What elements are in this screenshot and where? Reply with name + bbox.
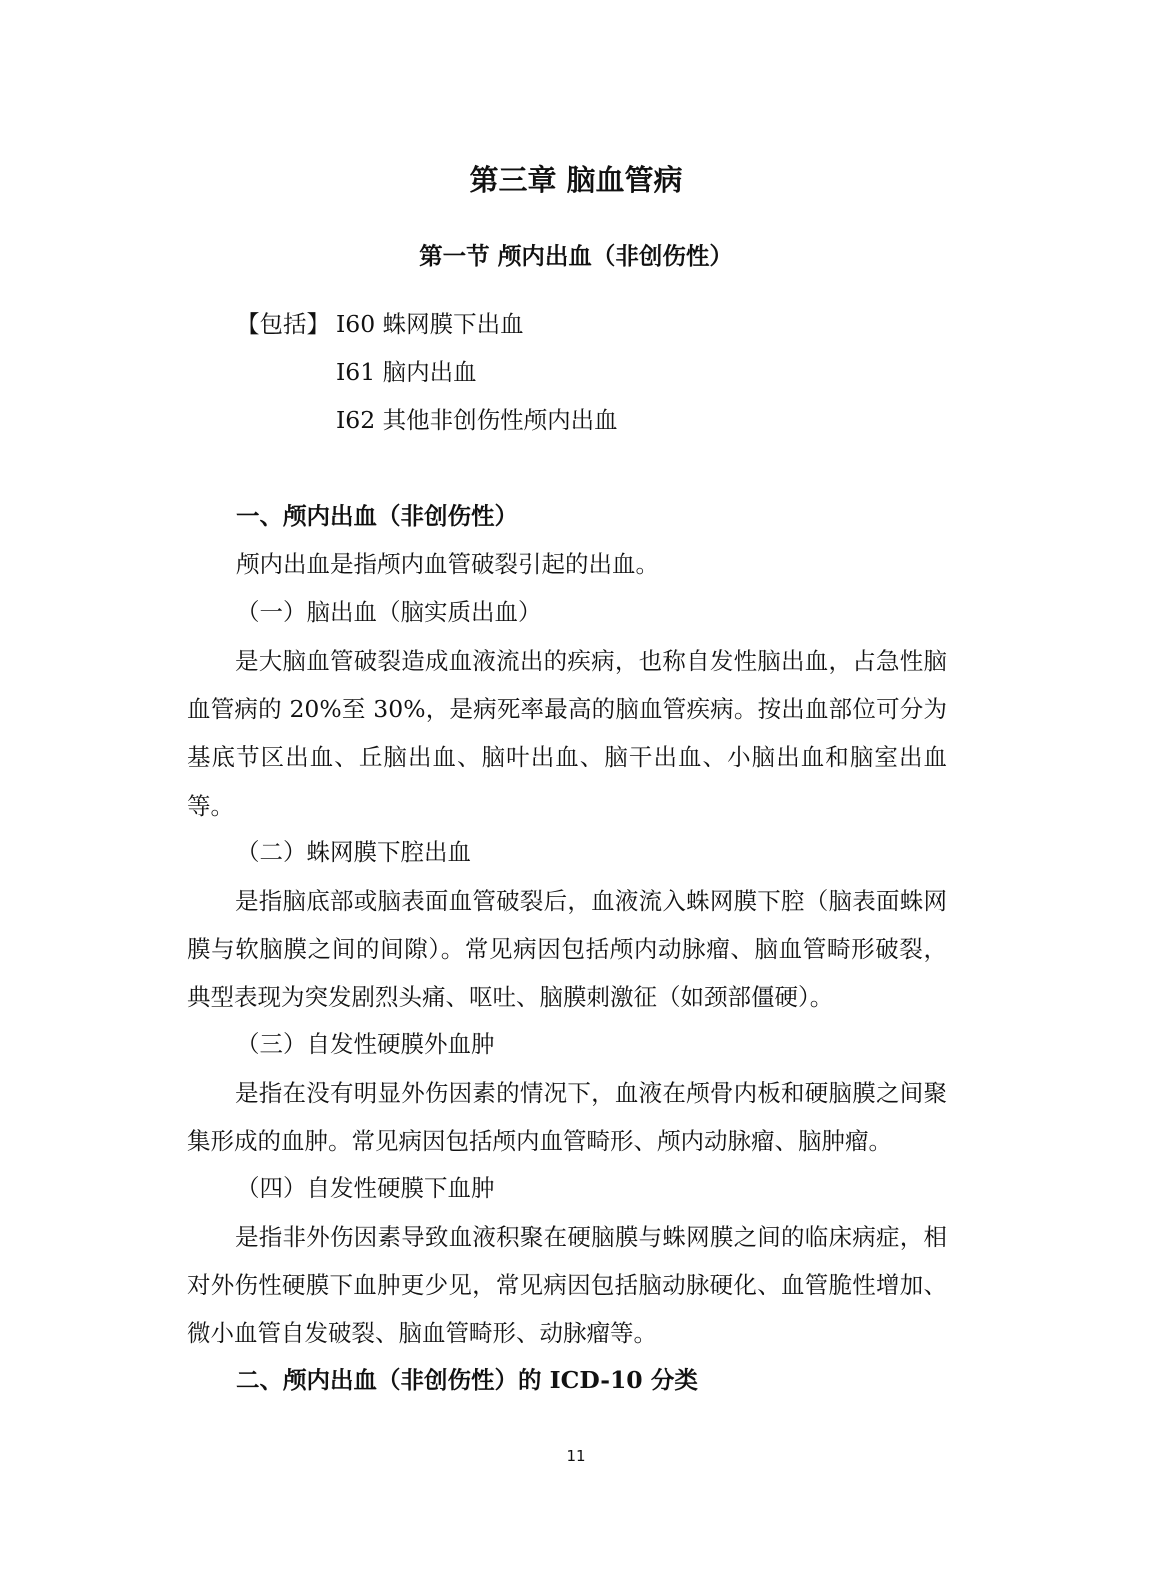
part1-heading: 一、颅内出血（非创伤性）	[236, 502, 518, 530]
sub4-paragraph: 是指非外伤因素导致血液积聚在硬脑膜与蛛网膜之间的临床病症，相对外伤性硬膜下血肿更少见，常见病因包括脑动脉硬化、血管脆性增加、微小血管自发破裂、脑血管畸形、动脉瘤等。	[187, 1223, 947, 1348]
part1-intro: 颅内出血是指颅内血管破裂引起的出血。	[236, 550, 659, 578]
sub3-title: （三）自发性硬膜外血肿	[236, 1030, 495, 1058]
includes-label: 【包括】	[236, 310, 330, 338]
part2-heading: 二、颅内出血（非创伤性）的 ICD-10 分类	[236, 1366, 698, 1394]
sub2-paragraph: 是指脑底部或脑表面血管破裂后，血液流入蛛网膜下腔（脑表面蛛网膜与软脑膜之间的间隙）。常见病因包括颅内动脉瘤、脑血管畸形破裂，典型表现为突发剧烈头痛、呕吐、脑膜刺激征（如颈部僵硬）。	[187, 887, 947, 1012]
section-title: 第一节 颅内出血（非创伤性）	[419, 242, 733, 270]
page-number: 11	[566, 1447, 586, 1465]
sub3-paragraph: 是指在没有明显外伤因素的情况下，血液在颅骨内板和硬脑膜之间聚集形成的血肿。常见病因包括颅内血管畸形、颅内动脉瘤、脑肿瘤。	[187, 1079, 947, 1156]
sub2-title: （二）蛛网膜下腔出血	[236, 838, 471, 866]
includes-item-i60: I60 蛛网膜下出血	[336, 310, 524, 338]
sub1-paragraph: 是大脑血管破裂造成血液流出的疾病，也称自发性脑出血，占急性脑血管病的 20%至 30%，是病死率最高的脑血管疾病。按出血部位可分为基底节区出血、丘脑出血、脑叶出血、脑干出血、小脑出血和脑室出血等。	[187, 647, 947, 820]
sub4-title: （四）自发性硬膜下血肿	[236, 1174, 495, 1202]
includes-item-i62: I62 其他非创伤性颅内出血	[336, 406, 618, 434]
chapter-title: 第三章 脑血管病	[469, 163, 683, 197]
includes-item-i61: I61 脑内出血	[336, 358, 477, 386]
sub1-title: （一）脑出血（脑实质出血）	[236, 598, 542, 626]
